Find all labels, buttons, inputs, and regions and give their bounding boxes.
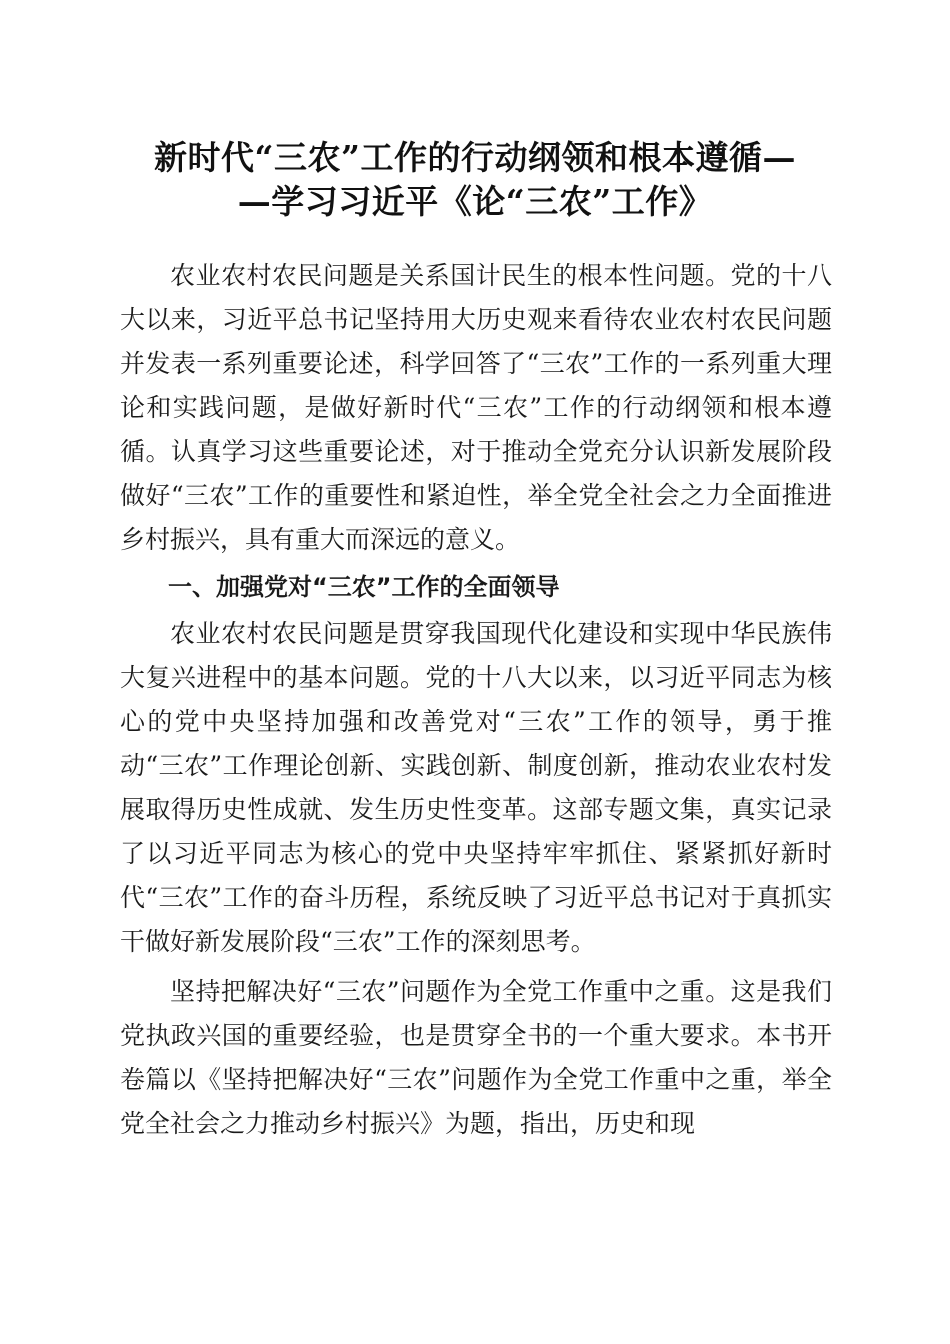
title-line-2: —学习习近平《论“三农”工作》 bbox=[237, 182, 713, 221]
title-line-1: 新时代“三农”工作的行动纲领和根本遵循— bbox=[154, 138, 796, 177]
paragraph-section1-2: 坚持把解决好“三农”问题作为全党工作重中之重。这是我们党执政兴国的重要经验，也是贯穿全书的一个重大要求。本书开卷篇以《坚持把解决好“三农”问题作为全党工作重中之重，举全党全社会之力推动乡村振兴》为题，指出，历史和现 bbox=[120, 977, 832, 1138]
paragraph-intro: 农业农村农民问题是关系国计民生的根本性问题。党的十八大以来，习近平总书记坚持用大历史观来看待农业农村农民问题并发表一系列重要论述，科学回答了“三农”工作的一系列重大理论和实践问题，是做好新时代“三农”工作的行动纲领和根本遵循。认真学习这些重要论述，对于推动全党充分认识新发展阶段做好“三农”工作的重要性和紧迫性，举全党全社会之力全面推进乡村振兴，具有重大而深远的意义。 bbox=[120, 261, 832, 554]
document-title bbox=[110, 136, 840, 224]
paragraph-section1-1: 农业农村农民问题是贯穿我国现代化建设和实现中华民族伟大复兴进程中的基本问题。党的十八大以来，以习近平同志为核心的党中央坚持加强和改善党对“三农”工作的领导，勇于推动“三农”工作理论创新、实践创新、制度创新，推动农业农村发展取得历史性成就、发生历史性变革。这部专题文集，真实记录了以习近平同志为核心的党中央坚持牢牢抓住、紧紧抓好新时代“三农”工作的奋斗历程，系统反映了习近平总书记对于真抓实干做好新发展阶段“三农”工作的深刻思考。 bbox=[120, 619, 832, 956]
document-body bbox=[120, 254, 832, 1146]
section-heading-1: 一、加强党对“三农”工作的全面领导 bbox=[168, 573, 560, 601]
